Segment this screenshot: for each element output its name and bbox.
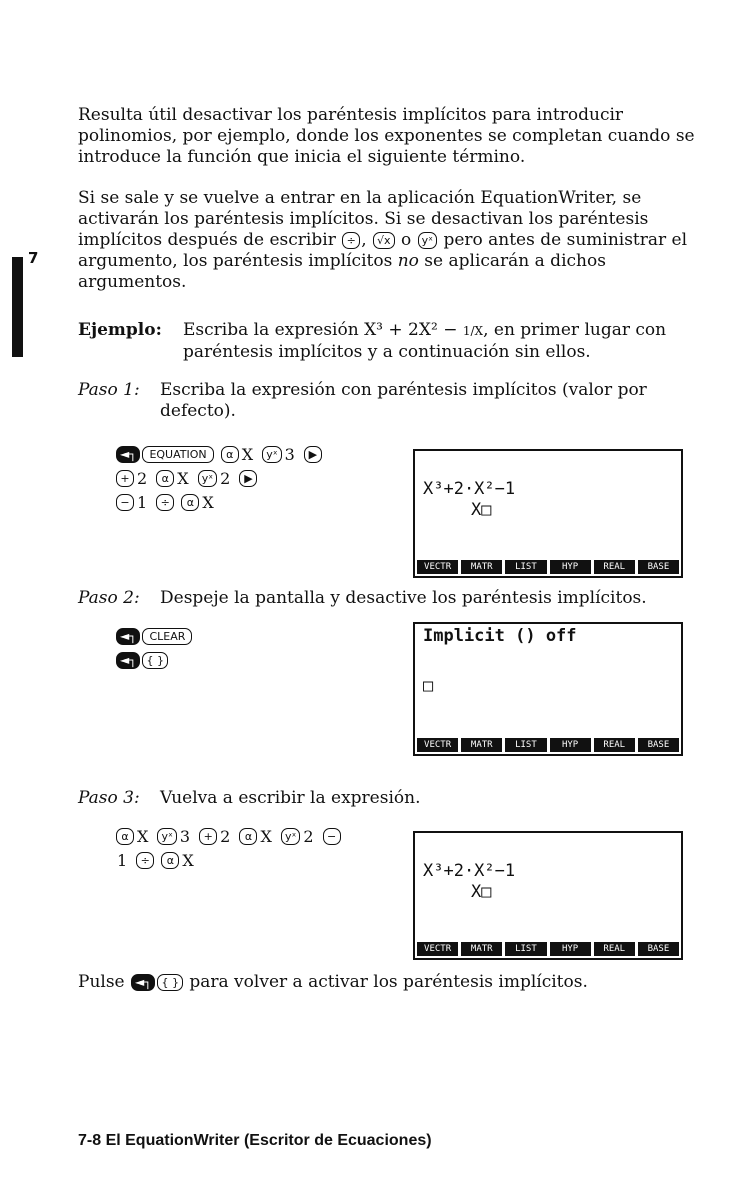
menu-matr[interactable]: MATR: [461, 560, 502, 574]
menu-vectr[interactable]: VECTR: [417, 560, 458, 574]
minus-key: −: [323, 828, 341, 845]
menu-base[interactable]: BASE: [638, 942, 679, 956]
intro-paragraph: Resulta útil desactivar los paréntesis implícitos para introducir polinomios, por ejemplo, donde los exponentes se completan cuando se introduce la función que inicia el siguiente término.: [78, 105, 695, 167]
menu-list[interactable]: LIST: [505, 738, 546, 752]
power-key: yˣ: [281, 828, 300, 845]
cursor: □: [423, 676, 434, 696]
menu-matr[interactable]: MATR: [461, 942, 502, 956]
left-shift-key: ◄┐: [131, 974, 155, 991]
menu-list[interactable]: LIST: [505, 942, 546, 956]
paso3-keys-line1: [115, 824, 342, 849]
pulse-text-b: para volver a activar los paréntesis implícitos.: [189, 972, 588, 992]
menu-hyp[interactable]: HYP: [550, 942, 591, 956]
menu-list[interactable]: LIST: [505, 560, 546, 574]
alpha-key: α: [181, 494, 199, 511]
left-shift-key: ◄┐: [116, 628, 140, 645]
expression-line-2: X□: [471, 882, 492, 902]
divide-key: ÷: [156, 494, 174, 511]
braces-key: { }: [157, 974, 183, 991]
left-shift-key: ◄┐: [116, 446, 140, 463]
ejemplo-fraction: 1/X: [462, 324, 484, 338]
page-footer: 7-8 El EquationWriter (Escritor de Ecuaciones): [78, 1132, 432, 1149]
sqrt-key: √x: [373, 232, 395, 249]
paso3-keys-line2: [115, 848, 197, 873]
menu-matr[interactable]: MATR: [461, 738, 502, 752]
digit-three: 3: [179, 826, 191, 846]
softkey-menu: [417, 738, 679, 752]
calculator-screen-1: [413, 449, 683, 578]
ejemplo-text-b: , en primer lugar con paréntesis implícitos y a continuación sin ellos.: [183, 320, 667, 362]
pulse-instruction: [78, 972, 698, 993]
paso1-label: [78, 380, 140, 401]
x-char: X: [137, 826, 149, 846]
implicit-status: Implicit () off: [423, 626, 577, 646]
x-char: X: [202, 492, 214, 512]
paso2-label: [78, 588, 140, 609]
clear-key: CLEAR: [142, 628, 192, 645]
emphasis-no: no: [397, 251, 419, 271]
left-shift-key: ◄┐: [116, 652, 140, 669]
paso2-keys-line1: [115, 624, 193, 648]
paso2-label-text: Paso 2:: [78, 588, 140, 608]
plus-key: +: [199, 828, 217, 845]
para2-part-c: se aplicarán a dichos argumentos.: [78, 251, 606, 292]
divide-key: ÷: [136, 852, 154, 869]
menu-hyp[interactable]: HYP: [550, 560, 591, 574]
x-char: X: [241, 444, 254, 464]
alpha-key: α: [239, 828, 257, 845]
menu-base[interactable]: BASE: [638, 560, 679, 574]
expression-line-1: X³+2·X²−1: [423, 861, 516, 881]
plus-key: +: [116, 470, 134, 487]
power-key: yˣ: [157, 828, 176, 845]
digit-two: 2: [220, 468, 231, 488]
paso3-label: [78, 788, 140, 809]
alpha-key: α: [221, 446, 239, 463]
chapter-tab-number: 7: [28, 249, 39, 267]
menu-hyp[interactable]: HYP: [550, 738, 591, 752]
paso2-text: Despeje la pantalla y desactive los paréntesis implícitos.: [160, 588, 647, 608]
ejemplo-label: Ejemplo:: [78, 320, 162, 340]
paso1-text: Escriba la expresión con paréntesis implícitos (valor por defecto).: [160, 380, 647, 421]
chapter-tab-bar: [12, 257, 23, 357]
power-key: yˣ: [418, 232, 437, 249]
paso3-label-text: Paso 3:: [78, 788, 140, 808]
digit-one: 1: [137, 492, 148, 512]
right-arrow-key: ▶: [304, 446, 322, 463]
para2-part-a: Si se sale y se vuelve a entrar en la aplicación EquationWriter, se activarán los paréntesis implícitos. Si se desactivan los paréntesis implícitos después de escribir: [78, 188, 649, 250]
pulse-text-a: Pulse: [78, 972, 125, 992]
menu-vectr[interactable]: VECTR: [417, 738, 458, 752]
alpha-key: α: [116, 828, 134, 845]
braces-key: { }: [142, 652, 168, 669]
minus-key: −: [116, 494, 134, 511]
menu-real[interactable]: REAL: [594, 560, 635, 574]
softkey-menu: [417, 942, 679, 956]
menu-base[interactable]: BASE: [638, 738, 679, 752]
right-arrow-key: ▶: [239, 470, 257, 487]
divide-key: ÷: [342, 232, 360, 249]
paso1-label-text: Paso 1:: [78, 380, 140, 400]
alpha-key: α: [156, 470, 174, 487]
digit-two: 2: [303, 826, 314, 846]
expression-line-1: X³+2·X²−1: [423, 479, 516, 499]
paso1-keys-line3: [115, 490, 217, 515]
comma: ,: [361, 230, 367, 250]
power-key: yˣ: [198, 470, 217, 487]
paso1-keys-line1: [115, 442, 323, 467]
ejemplo-text-a: Escriba la expresión X³ + 2X² −: [183, 320, 463, 340]
paso3-text: Vuelva a escribir la expresión.: [160, 788, 421, 808]
calculator-screen-2: [413, 622, 683, 756]
power-key: yˣ: [262, 446, 281, 463]
digit-one: 1: [117, 850, 128, 870]
menu-vectr[interactable]: VECTR: [417, 942, 458, 956]
menu-real[interactable]: REAL: [594, 942, 635, 956]
softkey-menu: [417, 560, 679, 574]
paso2-keys-line2: [115, 648, 169, 672]
menu-real[interactable]: REAL: [594, 738, 635, 752]
digit-three: 3: [284, 444, 295, 464]
ejemplo-text: [183, 320, 683, 363]
x-char: X: [182, 850, 194, 870]
expression-line-2: X□: [471, 500, 492, 520]
digit-two: 2: [220, 826, 231, 846]
digit-two: 2: [137, 468, 148, 488]
equation-key: EQUATION: [142, 446, 213, 463]
calculator-screen-3: [413, 831, 683, 960]
alpha-key: α: [161, 852, 179, 869]
x-char: X: [177, 468, 189, 488]
conjunction-o: o: [400, 230, 412, 250]
second-paragraph: [78, 188, 698, 293]
x-char: X: [260, 826, 272, 846]
paso1-keys-line2: [115, 466, 258, 491]
para2-part-b: pero antes de suministrar el argumento, los paréntesis implícitos: [78, 230, 688, 271]
